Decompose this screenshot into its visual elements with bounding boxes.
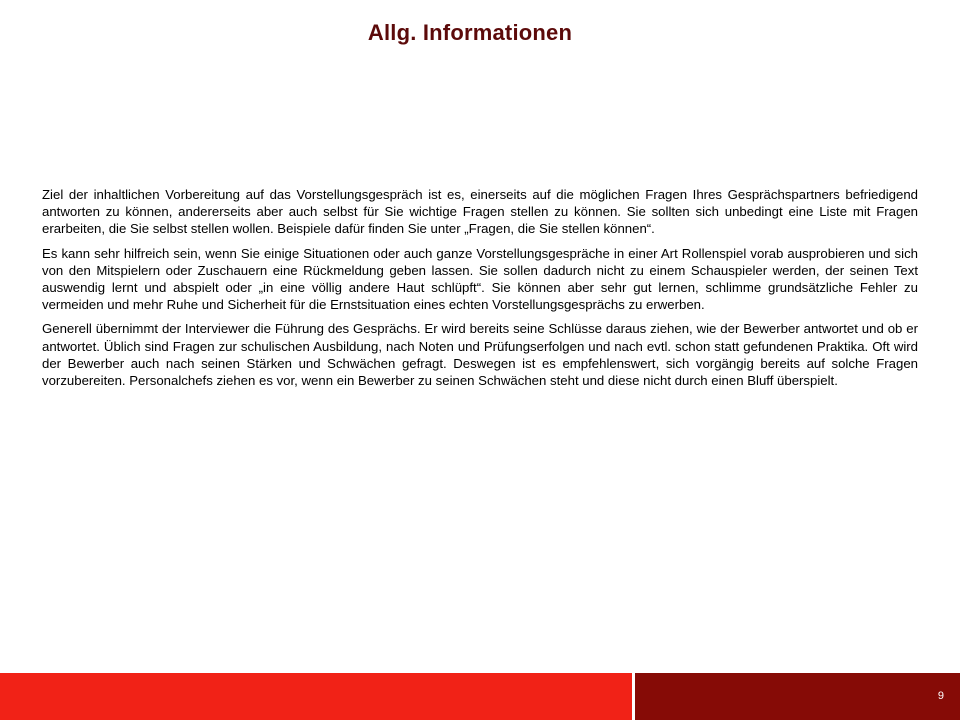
paragraph-interviewer: Generell übernimmt der Interviewer die Führung des Gesprächs. Er wird bereits seine Schlüsse daraus ziehen, wie der Bewerber antwortet und ob er antwortet. Üblich sind Fragen zur schulischen Ausbildung, nach Noten und Prüfungserfolgen und nach evtl. schon statt gefundenen Praktika. Oft wird der Bewerber auch nach seinen Stärken und Schwächen gefragt. Deswegen ist es empfehlenswert, sich vorgängig bereits auf solche Fragen vorzubereiten. Personalchefs ziehen es vor, wenn ein Bewerber zu seinen Schwächen steht und diese nicht durch einen Bluff überspielt. bbox=[42, 321, 918, 389]
body-text bbox=[42, 186, 918, 396]
footer-left-block bbox=[0, 673, 632, 720]
page-number: 9 bbox=[937, 690, 944, 702]
footer-bar bbox=[0, 673, 960, 720]
slide-title: Allg. Informationen bbox=[367, 20, 573, 45]
paragraph-preparation: Ziel der inhaltlichen Vorbereitung auf das Vorstellungsgespräch ist es, einerseits auf die möglichen Fragen Ihres Gesprächspartners befriedigend antworten zu können, andererseits aber auch selbst für Sie wichtige Fragen stellen zu können. Sie sollten sich unbedingt eine Liste mit Fragen erarbeiten, die Sie selbst stellen wollen. Beispiele dafür finden Sie unter „Fragen, die Sie stellen können“. bbox=[42, 187, 918, 237]
paragraph-roleplay: Es kann sehr hilfreich sein, wenn Sie einige Situationen oder auch ganze Vorstellungsgespräche in einer Art Rollenspiel vorab ausprobieren und sich von den Mitspielern oder Zuschauern eine Rückmeldung geben lassen. Sie sollen dadurch nicht zu einem Schauspieler werden, der seinen Text auswendig lernt und abspielt oder „in eine völlig andere Haut schlüpft“. Sie können aber sehr gut lernen, schlimme grundsätzliche Fehler zu vermeiden und mehr Ruhe und Sicherheit für die Ernstsituation eines echten Vorstellungsgesprächs zu erwerben. bbox=[42, 245, 918, 313]
footer-right-block bbox=[635, 673, 960, 720]
